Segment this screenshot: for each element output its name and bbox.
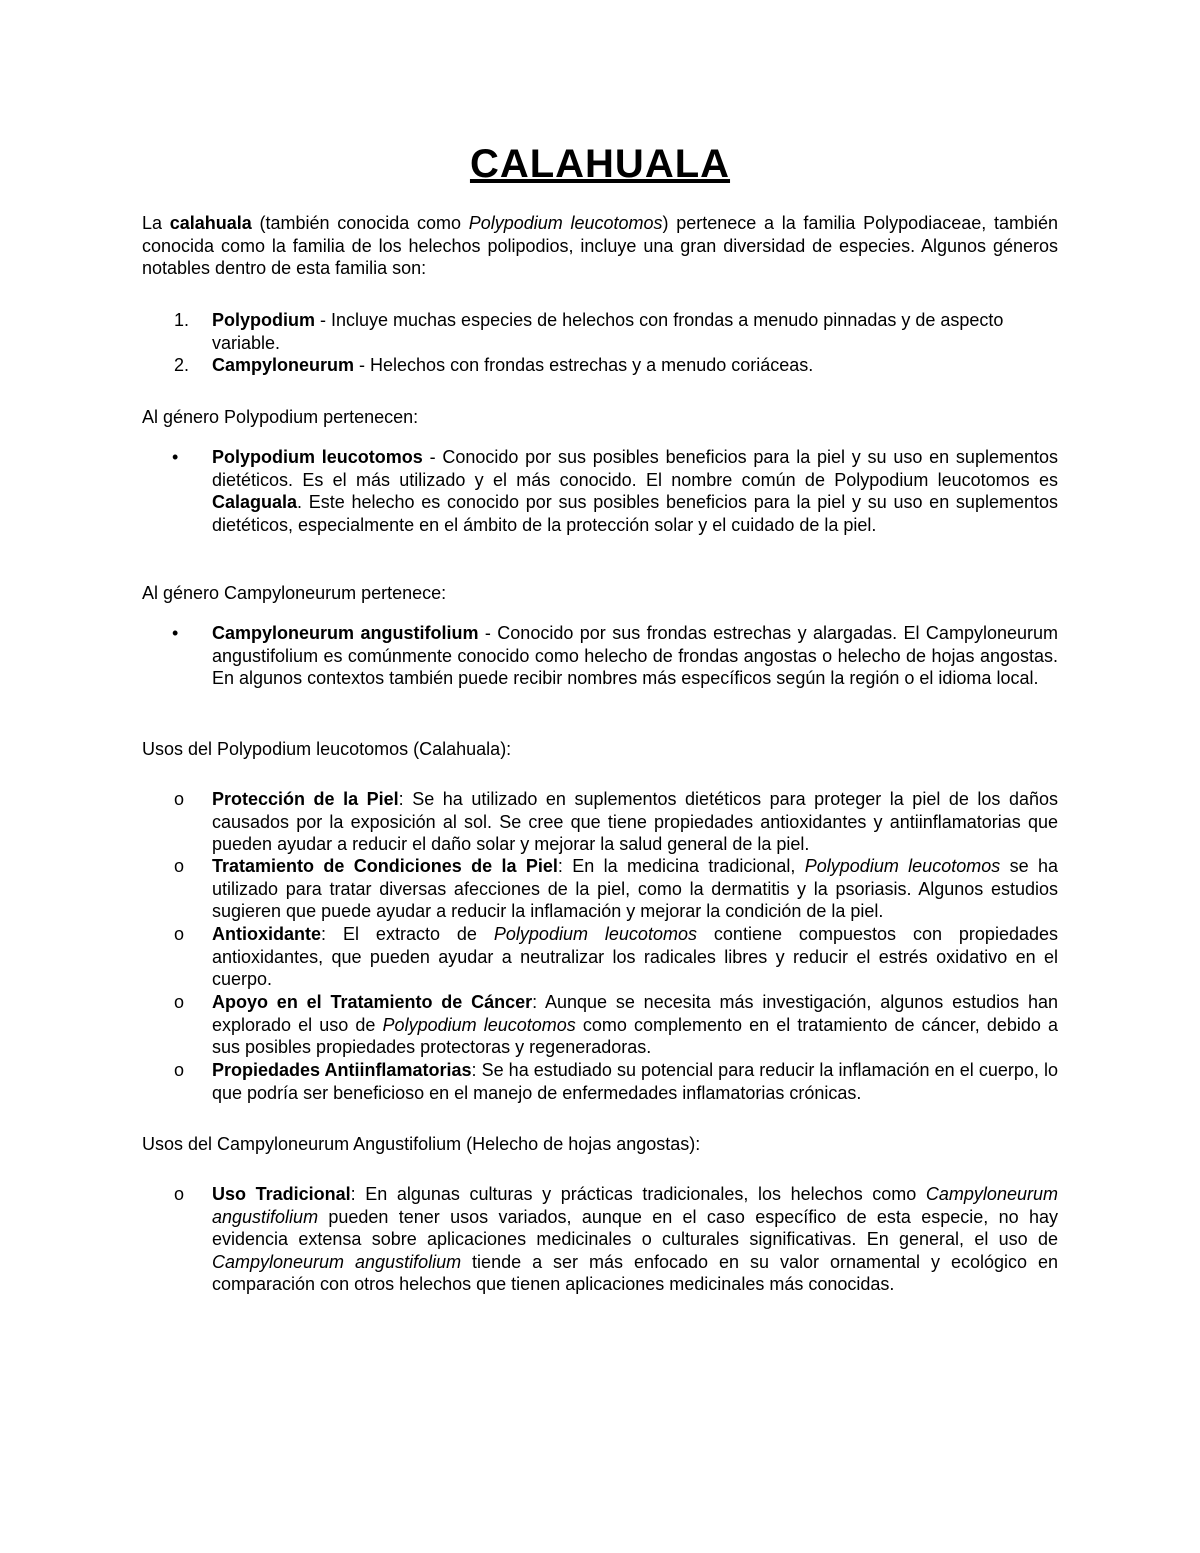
genus-description: - Incluye muchas especies de helechos con frondas a menudo pinnadas y de aspecto variable.	[212, 310, 1004, 353]
use-description: : Se ha utilizado en suplementos dietéticos para proteger la piel de los daños causados por la exposición al sol. Se cree que tiene propiedades antioxidantes y antiinflamatorias que pueden ayudar a reducir el daño solar y mejorar la salud general de la piel.	[212, 789, 1059, 854]
bullet-text	[212, 446, 1058, 536]
use-title: Tratamiento de Condiciones de la Piel	[212, 856, 558, 876]
common-name-calaguala: Calaguala	[212, 492, 298, 512]
species-text: - Conocido por sus frondas estrechas y alargadas. El Campyloneurum angustifolium es comúnmente conocido como helecho de frondas angostas o helecho de hojas angostas. En algunos contextos también puede recibir nombres más específicos según la región o el idioma local.	[212, 623, 1058, 688]
intro-italic-species: Polypodium leucotomos	[468, 213, 663, 233]
intro-paragraph	[142, 212, 1058, 280]
use-italic-species: Polypodium leucotomos	[382, 1014, 576, 1035]
intro-bold-calahuala: calahuala	[169, 213, 252, 233]
species-text-2: . Este helecho es conocido por sus posibles beneficios para la piel y su uso en suplementos dietéticos, especialmente en el ámbito de la protección solar y el cuidado de la piel.	[212, 492, 1058, 535]
bullet-icon: •	[172, 447, 179, 467]
polypodium-heading: Al género Polypodium pertenecen:	[142, 407, 419, 427]
use-italic-species-2: Campyloneurum angustifolium	[212, 1251, 462, 1272]
list-number: 1.	[174, 310, 190, 330]
genus-name: Polypodium	[212, 310, 315, 330]
use-text	[212, 788, 1058, 856]
use-description: : Se ha estudiado su potencial para reducir la inflamación en el cuerpo, lo que podría ser beneficioso en el manejo de enfermedades inflamatorias crónicas.	[212, 1060, 1058, 1103]
circle-bullet-icon: o	[174, 1060, 185, 1080]
circle-bullet-icon: o	[174, 992, 185, 1012]
use-description-2: pueden tener usos variados, aunque en el caso específico de esta especie, no hay evidencia extensa sobre aplicaciones medicinales o culturales significativas. En general, el uso de	[212, 1206, 1058, 1249]
use-description-1: : En algunas culturas y prácticas tradicionales, los helechos como	[350, 1184, 926, 1204]
use-title: Uso Tradicional	[212, 1184, 351, 1204]
intro-text-3: ) pertenece a la familia Polypodiaceae, también conocida como la familia de los helechos polipodios, incluye una gran diversidad de especies. Algunos géneros notables dentro de esta familia son:	[142, 213, 1058, 278]
bullet-icon: •	[172, 623, 179, 643]
use-text	[212, 923, 1058, 991]
use-text	[212, 1059, 1058, 1104]
use-text	[212, 855, 1058, 923]
species-name: Polypodium leucotomos	[212, 447, 423, 467]
species-name: Campyloneurum angustifolium	[212, 623, 479, 643]
use-text	[212, 991, 1058, 1059]
bullet-text	[212, 622, 1058, 690]
circle-bullet-icon: o	[174, 856, 185, 876]
intro-text-2: (también conocida como	[251, 213, 469, 233]
use-italic-species: Polypodium leucotomos	[493, 924, 697, 944]
intro-text-1: La	[142, 213, 170, 233]
circle-bullet-icon: o	[174, 1184, 185, 1204]
use-description-3: tiende a ser más enfocado en su valor ornamental y ecológico en comparación con otros helechos que tienen aplicaciones medicinales más conocidas.	[212, 1251, 1058, 1294]
use-title: Antioxidante	[212, 924, 322, 944]
genus-text	[212, 309, 1058, 354]
use-description-1: : Aunque se necesita más investigación, algunos estudios han explorado el uso de	[212, 992, 1059, 1035]
use-description-1: : En la medicina tradicional,	[557, 856, 805, 876]
circle-bullet-icon: o	[174, 789, 185, 809]
genus-name: Campyloneurum	[212, 355, 355, 375]
genus-text	[212, 354, 1058, 377]
circle-bullet-icon: o	[174, 924, 185, 944]
campyloneurum-heading: Al género Campyloneurum pertenece:	[142, 583, 447, 603]
species-text-1: - Conocido por sus posibles beneficios para la piel y su uso en suplementos dietéticos. Es el más utilizado y el más conocido. El nombre común de Polypodium leucotomos es	[212, 447, 1058, 490]
use-title: Apoyo en el Tratamiento de Cáncer	[212, 992, 533, 1012]
use-description-2: se ha utilizado para tratar diversas afecciones de la piel, como la dermatitis y la psoriasis. Algunos estudios sugieren que puede ayudar a reducir la inflamación y mejorar la condición de la piel.	[212, 856, 1058, 921]
use-italic-species-1: Campyloneurum angustifolium	[212, 1184, 1058, 1227]
use-title: Propiedades Antiinflamatorias	[212, 1060, 472, 1080]
uses-campyloneurum-heading: Usos del Campyloneurum Angustifolium (Helecho de hojas angostas):	[142, 1134, 701, 1154]
use-text	[212, 1183, 1058, 1296]
use-title: Protección de la Piel	[212, 789, 399, 809]
use-description-2: contiene compuestos con propiedades antioxidantes, que pueden ayudar a neutralizar los radicales libres y reducir el estrés oxidativo en el cuerpo.	[212, 924, 1058, 989]
list-number: 2.	[174, 355, 190, 375]
use-description-1: : El extracto de	[321, 924, 494, 944]
uses-polypodium-heading: Usos del Polypodium leucotomos (Calahuala):	[142, 739, 512, 759]
page-title: CALAHUALA	[469, 142, 731, 186]
use-description-2: como complemento en el tratamiento de cáncer, debido a sus posibles propiedades protectoras y regeneradoras.	[212, 1014, 1058, 1057]
use-italic-species: Polypodium leucotomos	[804, 856, 1001, 876]
genus-description: - Helechos con frondas estrechas y a menudo coriáceas.	[354, 355, 814, 375]
